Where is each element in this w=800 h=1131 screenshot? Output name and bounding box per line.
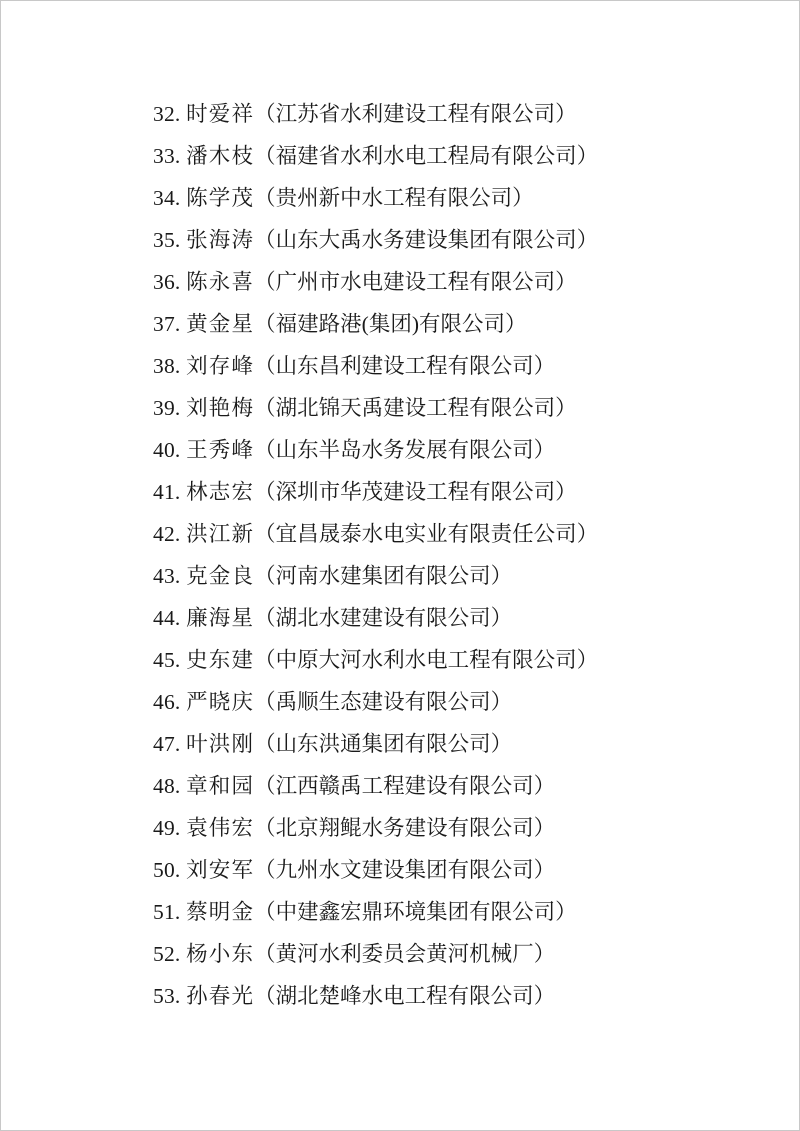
- list-item-name: 袁伟宏: [186, 816, 255, 840]
- list-item: [153, 135, 739, 177]
- list-item-name: 洪江新: [186, 522, 255, 546]
- list-item: [153, 555, 739, 597]
- list-item: [153, 933, 739, 975]
- list-item-number: 48.: [153, 774, 181, 798]
- list-item-org: （宜昌晟泰水电实业有限责任公司）: [254, 522, 599, 546]
- list-item-org: （九州水文建设集团有限公司）: [254, 858, 556, 882]
- list-item-number: 49.: [153, 816, 181, 840]
- list-item-name: 张海涛: [186, 228, 255, 252]
- list-item-name: 林志宏: [186, 480, 255, 504]
- list-item-number: 37.: [153, 312, 181, 336]
- list-item: [153, 891, 739, 933]
- list-item-name: 克金良: [186, 564, 255, 588]
- list-item-org: （黄河水利委员会黄河机械厂）: [254, 942, 556, 966]
- list-item-org: （福建路港(集团)有限公司）: [254, 312, 527, 336]
- list-item-org: （山东半岛水务发展有限公司）: [254, 438, 556, 462]
- list-item: [153, 303, 739, 345]
- list-item-name: 孙春光: [186, 984, 255, 1008]
- list-item-name: 时爱祥: [186, 102, 255, 126]
- list-item: [153, 345, 739, 387]
- list-item-org: （北京翔鲲水务建设有限公司）: [254, 816, 556, 840]
- list-item: [153, 177, 739, 219]
- list-item: [153, 639, 739, 681]
- list-item-number: 51.: [153, 900, 181, 924]
- list-item: [153, 681, 739, 723]
- list-item: [153, 807, 739, 849]
- list-item-org: （广州市水电建设工程有限公司）: [254, 270, 577, 294]
- list-item-number: 44.: [153, 606, 181, 630]
- list-item: [153, 387, 739, 429]
- list-item-number: 46.: [153, 690, 181, 714]
- list-item-name: 刘存峰: [186, 354, 255, 378]
- list-item-name: 潘木枝: [186, 144, 255, 168]
- list-item-org: （山东昌利建设工程有限公司）: [254, 354, 556, 378]
- list-item: [153, 429, 739, 471]
- list-item-name: 杨小东: [186, 942, 255, 966]
- list-item-name: 廉海星: [186, 606, 255, 630]
- list-item-number: 47.: [153, 732, 181, 756]
- list-item-name: 刘艳梅: [186, 396, 255, 420]
- list-item-name: 刘安军: [186, 858, 255, 882]
- list-item: [153, 597, 739, 639]
- list-item-name: 叶洪刚: [186, 732, 255, 756]
- list-item-number: 38.: [153, 354, 181, 378]
- list-item-org: （山东大禹水务建设集团有限公司）: [254, 228, 599, 252]
- list-item: [153, 975, 739, 1017]
- list-item-org: （禹顺生态建设有限公司）: [254, 690, 513, 714]
- list-item: [153, 513, 739, 555]
- list-item: [153, 723, 739, 765]
- list-item-number: 45.: [153, 648, 181, 672]
- list-item-number: 40.: [153, 438, 181, 462]
- list-item-number: 43.: [153, 564, 181, 588]
- list-item-org: （深圳市华茂建设工程有限公司）: [254, 480, 577, 504]
- list-item-number: 32.: [153, 102, 181, 126]
- list-item-name: 章和园: [186, 774, 255, 798]
- list-item-number: 39.: [153, 396, 181, 420]
- list-item-org: （湖北水建建设有限公司）: [254, 606, 513, 630]
- list-item: [153, 471, 739, 513]
- list-item-org: （湖北锦天禹建设工程有限公司）: [254, 396, 577, 420]
- list-item-name: 王秀峰: [186, 438, 255, 462]
- list-item-number: 36.: [153, 270, 181, 294]
- list-item-name: 严晓庆: [186, 690, 255, 714]
- list-item-number: 33.: [153, 144, 181, 168]
- list-item-org: （中建鑫宏鼎环境集团有限公司）: [254, 900, 577, 924]
- list-item-name: 陈学茂: [186, 186, 255, 210]
- list-item-number: 41.: [153, 480, 181, 504]
- list-item-org: （中原大河水利水电工程有限公司）: [254, 648, 599, 672]
- name-list: [153, 93, 739, 1017]
- list-item-org: （福建省水利水电工程局有限公司）: [254, 144, 599, 168]
- list-item-number: 52.: [153, 942, 181, 966]
- list-item-number: 53.: [153, 984, 181, 1008]
- list-item-org: （贵州新中水工程有限公司）: [254, 186, 534, 210]
- list-item-number: 34.: [153, 186, 181, 210]
- list-item: [153, 93, 739, 135]
- list-item-org: （山东洪通集团有限公司）: [254, 732, 513, 756]
- list-item-number: 42.: [153, 522, 181, 546]
- list-item-number: 35.: [153, 228, 181, 252]
- list-item-number: 50.: [153, 858, 181, 882]
- list-item-org: （江西赣禹工程建设有限公司）: [254, 774, 556, 798]
- list-item-name: 蔡明金: [186, 900, 255, 924]
- list-item: [153, 261, 739, 303]
- list-item-org: （河南水建集团有限公司）: [254, 564, 513, 588]
- list-item-org: （湖北楚峰水电工程有限公司）: [254, 984, 556, 1008]
- list-item-name: 黄金星: [186, 312, 255, 336]
- list-item-name: 陈永喜: [186, 270, 255, 294]
- list-item: [153, 849, 739, 891]
- list-item: [153, 219, 739, 261]
- list-item: [153, 765, 739, 807]
- list-item-name: 史东建: [186, 648, 255, 672]
- list-item-org: （江苏省水利建设工程有限公司）: [254, 102, 577, 126]
